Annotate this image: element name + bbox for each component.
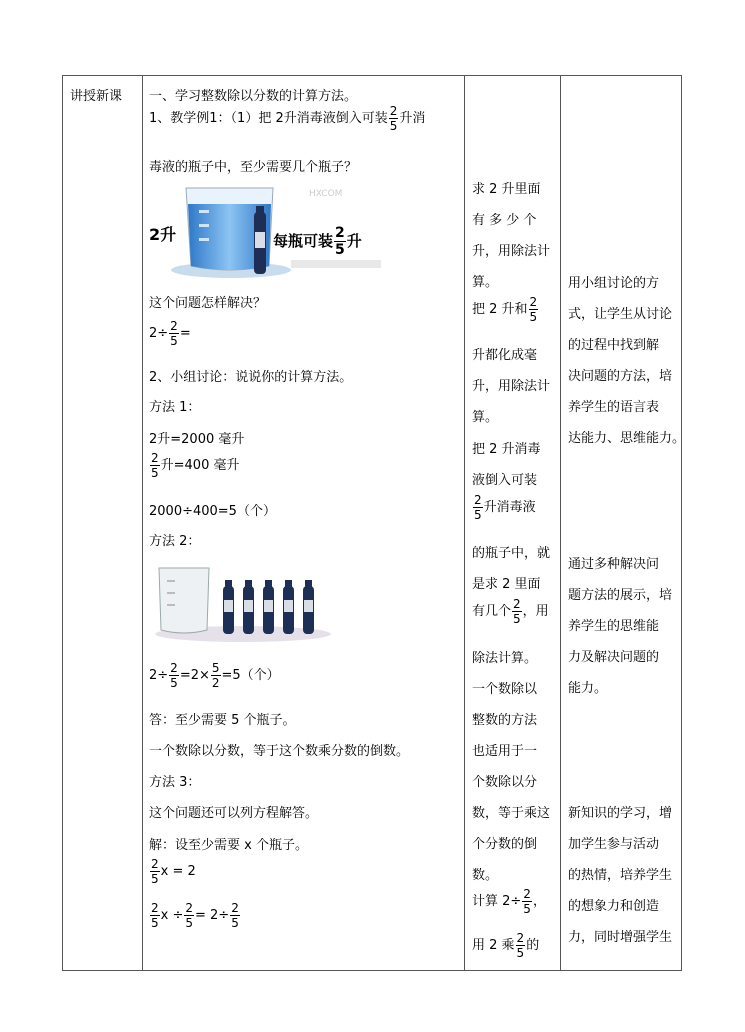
solution-line: 解：设至少需要 x 个瓶子。 [149,838,308,853]
numerator: 2 [170,319,178,333]
purpose-text: 通过多种解决问 [568,557,660,572]
explanation-text: 个数除以分 [472,775,538,790]
purpose-text: 养学生的语言表 [568,400,660,415]
text: 2÷ [149,326,169,341]
numerator: 2 [523,887,531,901]
expression-line [149,320,191,347]
capacity-label [273,226,362,257]
equation-line [149,902,241,929]
fraction [334,226,346,257]
explanation-text: 整数的方法 [472,713,538,728]
text: 的 [526,938,540,953]
numerator: 2 [513,597,521,611]
question-line: 这个问题怎样解决？ [149,296,267,311]
purpose-text: 加学生参与活动 [568,837,660,852]
method1-heading: 方法 1： [149,400,201,415]
fraction [473,494,483,521]
beaker-bottles-illustration [153,560,333,644]
denominator: 5 [151,872,159,886]
text: = 2÷ [195,908,230,923]
section-label-cell [63,76,143,970]
explanation-text: 除法计算。 [472,651,538,666]
method1-result: 2000÷400=5（个） [149,504,276,519]
method3-heading: 方法 3： [149,775,201,790]
lesson-table [62,75,686,971]
fraction [211,662,221,689]
numerator: 2 [474,493,482,507]
text: =5（个） [221,668,280,683]
volume-label: 2升 [149,225,177,244]
fraction [512,598,522,625]
purpose-cell [561,76,686,970]
numerator: 2 [185,901,193,915]
numerator: 2 [516,931,525,945]
text: ，用 [522,604,549,619]
fraction [184,902,194,929]
explanation-text: 把 2 升消毒 [472,442,541,457]
explanation-text: 是求 2 里面 [472,577,541,592]
explanation-text: 液倒入可装 [472,473,538,488]
explanation-cell [465,76,561,970]
explanation-text: 的瓶子中，就 [472,546,551,561]
denominator: 5 [523,902,531,916]
denominator: 5 [474,508,482,522]
fraction [230,902,240,929]
method2-calculation [149,662,280,689]
denominator: 5 [389,119,398,133]
explanation-text: 一个数除以 [472,682,538,697]
text: ， [532,894,546,909]
purpose-text: 式，让学生从讨论 [568,307,673,322]
explanation-text: 升，用除法计 [472,379,551,394]
fraction [516,932,526,959]
text: 2÷ [149,668,169,683]
numerator: 2 [151,901,159,915]
text: 有几个 [472,604,512,619]
denominator: 5 [185,916,193,930]
denominator: 5 [170,676,178,690]
purpose-text: 题方法的展示，培 [568,588,673,603]
rule-line: 一个数除以分数，等于这个数乘分数的倒数。 [149,744,410,759]
example-line [149,105,425,132]
numerator: 2 [231,901,239,915]
fraction [529,296,539,323]
numerator: 2 [389,104,398,118]
text: 升消 [399,111,426,126]
text: 升消毒液 [483,500,536,515]
text: 每瓶可装 [273,232,334,250]
explanation-text [472,296,539,323]
denominator: 5 [151,916,159,930]
fraction [150,902,160,929]
example-line-cont: 毒液的瓶子中，至少需要几个瓶子？ [149,160,358,175]
fraction [169,662,179,689]
denominator: 5 [335,242,345,258]
text: x = 2 [160,864,196,879]
method3-intro: 这个问题还可以列方程解答。 [149,806,319,821]
watermark: HXCOM [309,189,343,199]
explanation-text [472,598,549,625]
explanation-text: 有 多 少 个 [472,213,537,228]
bottles-illustration [153,560,333,644]
heading-line: 一、学习整数除以分数的计算方法。 [149,89,358,104]
denominator: 5 [513,612,521,626]
explanation-text: 升都化成毫 [472,348,538,363]
fraction [169,320,179,347]
explanation-text: 算。 [472,275,499,290]
text: = [179,326,191,341]
explanation-text [472,494,536,521]
denominator: 5 [170,334,178,348]
fraction [389,105,399,132]
explanation-text: 数，等于乘这 [472,806,551,821]
fraction [150,858,160,885]
explanation-text: 也适用于一 [472,744,538,759]
numerator: 2 [529,295,538,309]
section-label: 讲授新课 [70,89,123,104]
purpose-text: 力，同时增强学生 [568,930,673,945]
explanation-text: 升，用除法计 [472,244,551,259]
purpose-text: 能力。 [568,681,608,696]
text: 升 [346,232,362,250]
beaker-bottle-illustration [151,182,391,280]
method1-step: 2升=2000 毫升 [149,432,245,447]
purpose-text: 力及解决问题的 [568,650,660,665]
numerator: 2 [170,661,178,675]
fraction [150,452,160,479]
purpose-text: 的热情，培养学生 [568,868,673,883]
purpose-text: 养学生的思维能 [568,619,660,634]
method1-step [149,452,239,479]
purpose-text: 决问题的方法，培 [568,369,673,384]
numerator: 2 [335,225,345,241]
purpose-text: 用小组讨论的方 [568,276,660,291]
equation-line [149,858,196,885]
text: =2× [179,668,210,683]
explanation-text: 数。 [472,868,499,883]
purpose-text: 新知识的学习，增 [568,806,673,821]
discussion-line: 2、小组讨论：说说你的计算方法。 [149,370,353,385]
text: 1、教学例1：（1）把 2升消毒液倒入可装 [149,111,388,126]
numerator: 5 [211,661,220,675]
explanation-text [472,932,539,959]
purpose-text: 的过程中找到解 [568,338,660,353]
denominator: 5 [516,946,525,960]
explanation-text: 个分数的倒 [472,837,538,852]
text: 计算 2÷ [472,894,522,909]
content-cell [143,76,465,970]
denominator: 5 [231,916,239,930]
purpose-text: 达能力、思维能力。 [568,431,686,446]
denominator: 5 [151,466,159,480]
answer-line: 答：至少需要 5 个瓶子。 [149,713,296,728]
method2-heading: 方法 2： [149,534,201,549]
text: x ÷ [160,908,184,923]
purpose-text: 的想象力和创造 [568,899,660,914]
denominator: 2 [211,676,220,690]
fraction [522,888,532,915]
text: 升=400 毫升 [160,458,240,473]
numerator: 2 [151,857,159,871]
explanation-text: 求 2 升里面 [472,182,541,197]
explanation-text [472,888,546,915]
text: 用 2 乘 [472,938,515,953]
explanation-text: 算。 [472,410,499,425]
numerator: 2 [151,451,159,465]
denominator: 5 [529,310,538,324]
text: 把 2 升和 [472,302,528,317]
